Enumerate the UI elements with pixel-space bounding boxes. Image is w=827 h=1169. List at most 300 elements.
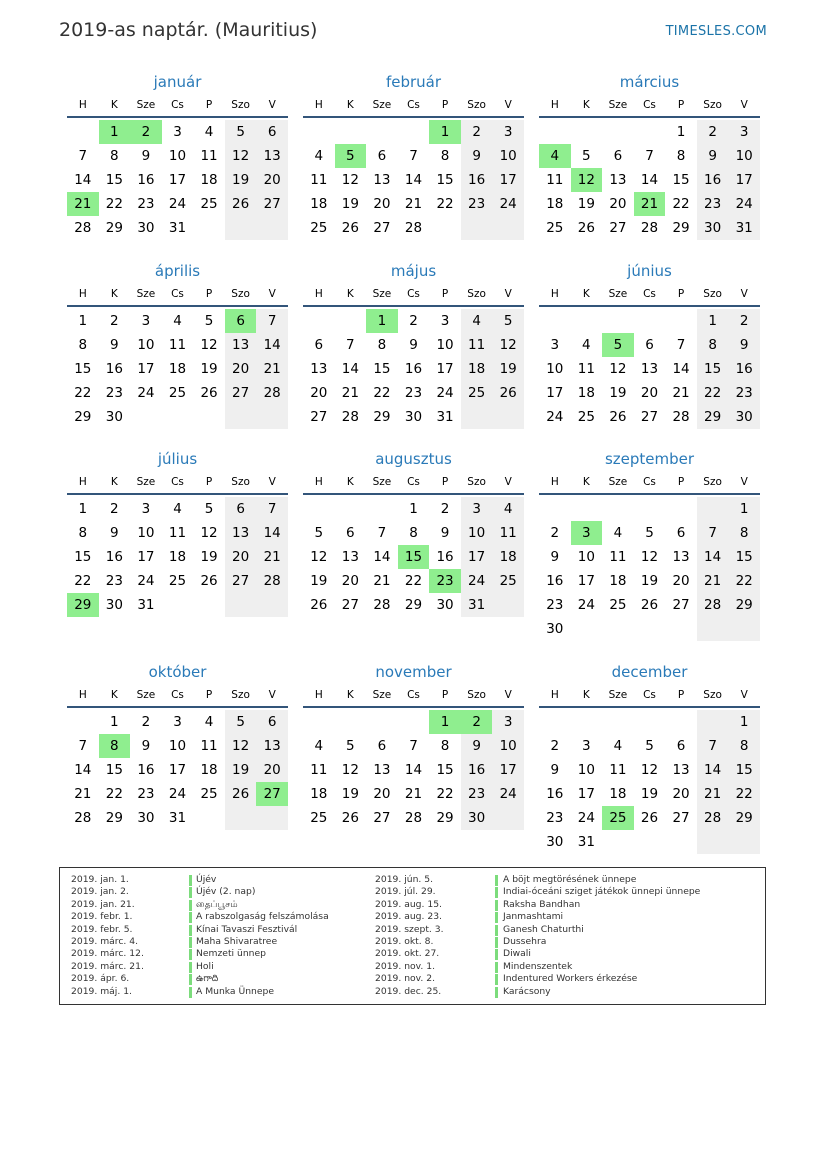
- day-cell[interactable]: 22: [735, 573, 753, 589]
- day-cell[interactable]: 27: [672, 810, 690, 826]
- day-cell[interactable]: 28: [263, 573, 281, 589]
- day-cell[interactable]: 14: [404, 762, 423, 778]
- day-cell[interactable]: 21: [74, 786, 92, 802]
- day-cell[interactable]: 29: [735, 597, 753, 613]
- day-cell[interactable]: 1: [78, 313, 88, 329]
- day-cell[interactable]: 12: [232, 148, 250, 164]
- day-cell[interactable]: 21: [373, 573, 391, 589]
- day-cell[interactable]: 19: [232, 172, 250, 188]
- day-cell[interactable]: 27: [640, 409, 659, 425]
- day-cell[interactable]: 3: [550, 337, 560, 353]
- day-cell[interactable]: 23: [546, 810, 564, 826]
- day-cell[interactable]: 3: [472, 501, 481, 517]
- day-cell[interactable]: 11: [168, 337, 187, 353]
- day-cell[interactable]: 27: [232, 385, 250, 401]
- day-cell[interactable]: 24: [468, 573, 486, 589]
- day-cell[interactable]: 7: [78, 738, 88, 754]
- day-cell[interactable]: 3: [503, 714, 513, 730]
- day-cell[interactable]: 6: [267, 124, 277, 140]
- day-cell[interactable]: 27: [672, 597, 690, 613]
- day-cell[interactable]: 19: [640, 573, 659, 589]
- day-cell[interactable]: 22: [404, 573, 423, 589]
- day-cell[interactable]: 13: [232, 525, 250, 541]
- day-cell[interactable]: 27: [232, 573, 250, 589]
- day-cell[interactable]: 20: [263, 172, 281, 188]
- day-cell[interactable]: 10: [436, 337, 454, 353]
- day-cell[interactable]: 23: [735, 385, 753, 401]
- day-cell[interactable]: 1: [708, 313, 717, 329]
- day-cell[interactable]: 25: [168, 385, 187, 401]
- day-cell[interactable]: 27: [310, 409, 328, 425]
- day-cell[interactable]: 1: [409, 501, 418, 517]
- day-cell[interactable]: 24: [577, 597, 595, 613]
- day-cell[interactable]: 16: [436, 549, 454, 565]
- day-cell[interactable]: 8: [440, 148, 450, 164]
- day-cell[interactable]: 17: [499, 762, 517, 778]
- day-cell[interactable]: 11: [168, 525, 187, 541]
- day-cell[interactable]: 2: [440, 501, 450, 517]
- day-cell[interactable]: 6: [676, 738, 686, 754]
- day-cell[interactable]: 1: [739, 501, 749, 517]
- day-cell[interactable]: 24: [137, 573, 155, 589]
- day-cell[interactable]: 14: [341, 361, 359, 377]
- day-cell[interactable]: 20: [672, 786, 690, 802]
- day-cell[interactable]: 30: [105, 409, 123, 425]
- day-cell[interactable]: 18: [168, 361, 187, 377]
- day-cell[interactable]: 20: [373, 196, 391, 212]
- holiday-day-cell[interactable]: 5: [602, 333, 634, 357]
- day-cell[interactable]: 11: [609, 762, 627, 778]
- holiday-day-cell[interactable]: 8: [99, 734, 131, 758]
- day-cell[interactable]: 24: [577, 810, 595, 826]
- day-cell[interactable]: 29: [735, 810, 753, 826]
- day-cell[interactable]: 15: [672, 172, 690, 188]
- holiday-day-cell[interactable]: 12: [571, 168, 603, 192]
- day-cell[interactable]: 15: [105, 172, 123, 188]
- day-cell[interactable]: 12: [640, 762, 659, 778]
- day-cell[interactable]: 6: [267, 714, 277, 730]
- day-cell[interactable]: 1: [739, 714, 749, 730]
- day-cell[interactable]: 29: [436, 810, 454, 826]
- day-cell[interactable]: 8: [409, 525, 418, 541]
- day-cell[interactable]: 7: [78, 148, 88, 164]
- day-cell[interactable]: 6: [645, 337, 654, 353]
- day-cell[interactable]: 2: [708, 124, 717, 140]
- day-cell[interactable]: 24: [499, 196, 517, 212]
- day-cell[interactable]: 7: [708, 525, 717, 541]
- day-cell[interactable]: 18: [546, 196, 564, 212]
- day-cell[interactable]: 26: [341, 810, 359, 826]
- day-cell[interactable]: 23: [105, 385, 123, 401]
- day-cell[interactable]: 17: [577, 786, 595, 802]
- day-cell[interactable]: 21: [263, 549, 281, 565]
- day-cell[interactable]: 8: [440, 738, 450, 754]
- day-cell[interactable]: 9: [550, 549, 560, 565]
- day-cell[interactable]: 24: [168, 196, 187, 212]
- day-cell[interactable]: 28: [704, 597, 722, 613]
- day-cell[interactable]: 24: [546, 409, 564, 425]
- day-cell[interactable]: 19: [200, 361, 218, 377]
- day-cell[interactable]: 5: [204, 501, 214, 517]
- day-cell[interactable]: 17: [735, 172, 753, 188]
- day-cell[interactable]: 3: [582, 738, 591, 754]
- day-cell[interactable]: 25: [609, 597, 627, 613]
- day-cell[interactable]: 11: [499, 525, 517, 541]
- day-cell[interactable]: 31: [577, 834, 595, 850]
- day-cell[interactable]: 20: [373, 786, 391, 802]
- day-cell[interactable]: 11: [546, 172, 564, 188]
- day-cell[interactable]: 27: [609, 220, 627, 236]
- day-cell[interactable]: 18: [200, 762, 218, 778]
- day-cell[interactable]: 28: [640, 220, 659, 236]
- holiday-day-cell[interactable]: 2: [130, 120, 162, 144]
- day-cell[interactable]: 28: [704, 810, 722, 826]
- day-cell[interactable]: 14: [704, 549, 722, 565]
- day-cell[interactable]: 22: [74, 385, 92, 401]
- day-cell[interactable]: 2: [110, 501, 119, 517]
- day-cell[interactable]: 22: [373, 385, 391, 401]
- day-cell[interactable]: 3: [173, 714, 182, 730]
- day-cell[interactable]: 17: [499, 172, 517, 188]
- day-cell[interactable]: 21: [404, 196, 423, 212]
- day-cell[interactable]: 8: [676, 148, 686, 164]
- day-cell[interactable]: 11: [609, 549, 627, 565]
- day-cell[interactable]: 11: [200, 148, 218, 164]
- day-cell[interactable]: 4: [314, 148, 324, 164]
- brand-link[interactable]: TIMESLES.COM: [665, 24, 767, 39]
- day-cell[interactable]: 3: [141, 501, 151, 517]
- day-cell[interactable]: 4: [204, 124, 214, 140]
- day-cell[interactable]: 29: [105, 220, 123, 236]
- day-cell[interactable]: 6: [236, 501, 245, 517]
- day-cell[interactable]: 7: [409, 148, 418, 164]
- day-cell[interactable]: 1: [78, 501, 88, 517]
- day-cell[interactable]: 8: [739, 738, 749, 754]
- day-cell[interactable]: 25: [200, 786, 218, 802]
- day-cell[interactable]: 17: [137, 361, 155, 377]
- day-cell[interactable]: 29: [672, 220, 690, 236]
- holiday-day-cell[interactable]: 5: [335, 144, 367, 168]
- day-cell[interactable]: 22: [436, 786, 454, 802]
- day-cell[interactable]: 5: [346, 738, 355, 754]
- day-cell[interactable]: 10: [499, 738, 517, 754]
- day-cell[interactable]: 17: [577, 573, 595, 589]
- day-cell[interactable]: 24: [168, 786, 187, 802]
- holiday-day-cell[interactable]: 1: [366, 309, 398, 333]
- day-cell[interactable]: 23: [137, 786, 155, 802]
- day-cell[interactable]: 3: [739, 124, 749, 140]
- holiday-day-cell[interactable]: 15: [398, 545, 430, 569]
- day-cell[interactable]: 10: [577, 549, 595, 565]
- day-cell[interactable]: 18: [168, 549, 187, 565]
- day-cell[interactable]: 13: [373, 172, 391, 188]
- day-cell[interactable]: 14: [263, 525, 281, 541]
- day-cell[interactable]: 30: [137, 810, 155, 826]
- day-cell[interactable]: 1: [676, 124, 686, 140]
- day-cell[interactable]: 19: [341, 786, 359, 802]
- day-cell[interactable]: 19: [310, 573, 328, 589]
- holiday-day-cell[interactable]: 1: [99, 120, 131, 144]
- day-cell[interactable]: 8: [708, 337, 717, 353]
- day-cell[interactable]: 7: [409, 738, 418, 754]
- holiday-day-cell[interactable]: 21: [634, 192, 666, 216]
- day-cell[interactable]: 2: [550, 738, 560, 754]
- day-cell[interactable]: 18: [609, 573, 627, 589]
- day-cell[interactable]: 13: [263, 148, 281, 164]
- day-cell[interactable]: 22: [436, 196, 454, 212]
- day-cell[interactable]: 26: [232, 786, 250, 802]
- day-cell[interactable]: 18: [310, 196, 328, 212]
- day-cell[interactable]: 20: [263, 762, 281, 778]
- day-cell[interactable]: 7: [267, 313, 277, 329]
- day-cell[interactable]: 25: [546, 220, 564, 236]
- day-cell[interactable]: 26: [609, 409, 627, 425]
- day-cell[interactable]: 30: [468, 810, 486, 826]
- day-cell[interactable]: 25: [168, 573, 187, 589]
- day-cell[interactable]: 16: [704, 172, 722, 188]
- day-cell[interactable]: 13: [609, 172, 627, 188]
- day-cell[interactable]: 28: [672, 409, 690, 425]
- day-cell[interactable]: 5: [204, 313, 214, 329]
- day-cell[interactable]: 13: [310, 361, 328, 377]
- day-cell[interactable]: 19: [640, 786, 659, 802]
- day-cell[interactable]: 10: [168, 738, 187, 754]
- day-cell[interactable]: 5: [314, 525, 324, 541]
- day-cell[interactable]: 17: [168, 172, 187, 188]
- day-cell[interactable]: 26: [200, 385, 218, 401]
- day-cell[interactable]: 13: [672, 549, 690, 565]
- day-cell[interactable]: 26: [640, 597, 659, 613]
- day-cell[interactable]: 14: [373, 549, 391, 565]
- day-cell[interactable]: 30: [546, 834, 564, 850]
- day-cell[interactable]: 11: [200, 738, 218, 754]
- day-cell[interactable]: 13: [672, 762, 690, 778]
- day-cell[interactable]: 7: [346, 337, 355, 353]
- day-cell[interactable]: 28: [74, 810, 92, 826]
- day-cell[interactable]: 30: [704, 220, 722, 236]
- day-cell[interactable]: 22: [672, 196, 690, 212]
- day-cell[interactable]: 15: [74, 361, 92, 377]
- day-cell[interactable]: 6: [377, 738, 387, 754]
- day-cell[interactable]: 31: [735, 220, 753, 236]
- day-cell[interactable]: 19: [499, 361, 517, 377]
- day-cell[interactable]: 12: [200, 525, 218, 541]
- day-cell[interactable]: 21: [263, 361, 281, 377]
- day-cell[interactable]: 26: [499, 385, 517, 401]
- day-cell[interactable]: 19: [341, 196, 359, 212]
- day-cell[interactable]: 6: [676, 525, 686, 541]
- day-cell[interactable]: 16: [468, 172, 486, 188]
- day-cell[interactable]: 13: [341, 549, 359, 565]
- day-cell[interactable]: 8: [78, 337, 88, 353]
- day-cell[interactable]: 28: [74, 220, 92, 236]
- day-cell[interactable]: 19: [609, 385, 627, 401]
- day-cell[interactable]: 5: [503, 313, 513, 329]
- day-cell[interactable]: 2: [472, 124, 481, 140]
- day-cell[interactable]: 12: [609, 361, 627, 377]
- day-cell[interactable]: 14: [404, 172, 423, 188]
- day-cell[interactable]: 16: [137, 762, 155, 778]
- day-cell[interactable]: 27: [373, 220, 391, 236]
- day-cell[interactable]: 30: [436, 597, 454, 613]
- holiday-day-cell[interactable]: 3: [571, 521, 603, 545]
- day-cell[interactable]: 29: [105, 810, 123, 826]
- day-cell[interactable]: 15: [735, 549, 753, 565]
- day-cell[interactable]: 28: [404, 810, 423, 826]
- day-cell[interactable]: 9: [110, 525, 119, 541]
- day-cell[interactable]: 27: [373, 810, 391, 826]
- day-cell[interactable]: 7: [708, 738, 717, 754]
- day-cell[interactable]: 28: [341, 409, 359, 425]
- day-cell[interactable]: 2: [409, 313, 418, 329]
- holiday-day-cell[interactable]: 2: [461, 710, 493, 734]
- day-cell[interactable]: 4: [472, 313, 481, 329]
- day-cell[interactable]: 7: [645, 148, 654, 164]
- holiday-day-cell[interactable]: 1: [429, 120, 461, 144]
- day-cell[interactable]: 14: [704, 762, 722, 778]
- day-cell[interactable]: 16: [105, 361, 123, 377]
- day-cell[interactable]: 25: [499, 573, 517, 589]
- day-cell[interactable]: 7: [267, 501, 277, 517]
- day-cell[interactable]: 9: [472, 148, 481, 164]
- day-cell[interactable]: 25: [468, 385, 486, 401]
- day-cell[interactable]: 31: [436, 409, 454, 425]
- day-cell[interactable]: 6: [314, 337, 324, 353]
- day-cell[interactable]: 29: [74, 409, 92, 425]
- day-cell[interactable]: 30: [735, 409, 753, 425]
- day-cell[interactable]: 13: [373, 762, 391, 778]
- day-cell[interactable]: 9: [110, 337, 119, 353]
- day-cell[interactable]: 21: [341, 385, 359, 401]
- day-cell[interactable]: 30: [105, 597, 123, 613]
- day-cell[interactable]: 31: [468, 597, 486, 613]
- holiday-day-cell[interactable]: 25: [602, 806, 634, 830]
- day-cell[interactable]: 23: [704, 196, 722, 212]
- day-cell[interactable]: 10: [137, 525, 155, 541]
- day-cell[interactable]: 25: [310, 810, 328, 826]
- day-cell[interactable]: 4: [503, 501, 513, 517]
- day-cell[interactable]: 9: [409, 337, 418, 353]
- day-cell[interactable]: 11: [310, 172, 328, 188]
- day-cell[interactable]: 18: [499, 549, 517, 565]
- day-cell[interactable]: 12: [341, 762, 359, 778]
- day-cell[interactable]: 10: [546, 361, 564, 377]
- day-cell[interactable]: 4: [204, 714, 214, 730]
- day-cell[interactable]: 6: [613, 148, 623, 164]
- day-cell[interactable]: 25: [200, 196, 218, 212]
- day-cell[interactable]: 30: [404, 409, 423, 425]
- day-cell[interactable]: 16: [468, 762, 486, 778]
- day-cell[interactable]: 14: [672, 361, 690, 377]
- holiday-day-cell[interactable]: 29: [67, 593, 99, 617]
- day-cell[interactable]: 8: [739, 525, 749, 541]
- day-cell[interactable]: 28: [263, 385, 281, 401]
- day-cell[interactable]: 9: [141, 148, 151, 164]
- day-cell[interactable]: 9: [440, 525, 450, 541]
- day-cell[interactable]: 24: [436, 385, 454, 401]
- day-cell[interactable]: 15: [74, 549, 92, 565]
- day-cell[interactable]: 20: [640, 385, 659, 401]
- day-cell[interactable]: 2: [550, 525, 560, 541]
- day-cell[interactable]: 19: [232, 762, 250, 778]
- day-cell[interactable]: 16: [404, 361, 423, 377]
- day-cell[interactable]: 28: [373, 597, 391, 613]
- day-cell[interactable]: 3: [141, 313, 151, 329]
- holiday-day-cell[interactable]: 1: [429, 710, 461, 734]
- day-cell[interactable]: 17: [436, 361, 454, 377]
- day-cell[interactable]: 16: [137, 172, 155, 188]
- day-cell[interactable]: 12: [200, 337, 218, 353]
- day-cell[interactable]: 26: [640, 810, 659, 826]
- day-cell[interactable]: 20: [232, 549, 250, 565]
- day-cell[interactable]: 4: [613, 525, 623, 541]
- day-cell[interactable]: 5: [582, 148, 591, 164]
- day-cell[interactable]: 21: [704, 786, 722, 802]
- day-cell[interactable]: 8: [377, 337, 387, 353]
- day-cell[interactable]: 14: [263, 337, 281, 353]
- day-cell[interactable]: 21: [404, 786, 423, 802]
- day-cell[interactable]: 4: [173, 313, 182, 329]
- day-cell[interactable]: 22: [735, 786, 753, 802]
- day-cell[interactable]: 2: [739, 313, 749, 329]
- day-cell[interactable]: 13: [263, 738, 281, 754]
- day-cell[interactable]: 25: [310, 220, 328, 236]
- holiday-day-cell[interactable]: 4: [539, 144, 571, 168]
- day-cell[interactable]: 22: [74, 573, 92, 589]
- day-cell[interactable]: 12: [499, 337, 517, 353]
- day-cell[interactable]: 16: [546, 786, 564, 802]
- day-cell[interactable]: 17: [137, 549, 155, 565]
- day-cell[interactable]: 3: [440, 313, 450, 329]
- day-cell[interactable]: 18: [200, 172, 218, 188]
- day-cell[interactable]: 16: [105, 549, 123, 565]
- holiday-day-cell[interactable]: 23: [429, 569, 461, 593]
- day-cell[interactable]: 12: [341, 172, 359, 188]
- day-cell[interactable]: 28: [404, 220, 423, 236]
- day-cell[interactable]: 23: [404, 385, 423, 401]
- day-cell[interactable]: 9: [141, 738, 151, 754]
- day-cell[interactable]: 23: [137, 196, 155, 212]
- holiday-day-cell[interactable]: 21: [67, 192, 99, 216]
- day-cell[interactable]: 7: [377, 525, 387, 541]
- day-cell[interactable]: 18: [577, 385, 595, 401]
- day-cell[interactable]: 26: [341, 220, 359, 236]
- day-cell[interactable]: 22: [704, 385, 722, 401]
- day-cell[interactable]: 16: [735, 361, 753, 377]
- day-cell[interactable]: 23: [468, 196, 486, 212]
- day-cell[interactable]: 29: [404, 597, 423, 613]
- day-cell[interactable]: 15: [704, 361, 722, 377]
- day-cell[interactable]: 31: [168, 220, 187, 236]
- day-cell[interactable]: 20: [310, 385, 328, 401]
- day-cell[interactable]: 23: [546, 597, 564, 613]
- day-cell[interactable]: 31: [168, 810, 187, 826]
- day-cell[interactable]: 17: [168, 762, 187, 778]
- day-cell[interactable]: 16: [546, 573, 564, 589]
- day-cell[interactable]: 15: [735, 762, 753, 778]
- day-cell[interactable]: 24: [499, 786, 517, 802]
- day-cell[interactable]: 20: [672, 573, 690, 589]
- day-cell[interactable]: 15: [436, 762, 454, 778]
- day-cell[interactable]: 11: [468, 337, 486, 353]
- day-cell[interactable]: 30: [137, 220, 155, 236]
- day-cell[interactable]: 18: [468, 361, 486, 377]
- day-cell[interactable]: 22: [105, 786, 123, 802]
- day-cell[interactable]: 20: [609, 196, 627, 212]
- day-cell[interactable]: 14: [640, 172, 659, 188]
- day-cell[interactable]: 7: [676, 337, 686, 353]
- day-cell[interactable]: 10: [499, 148, 517, 164]
